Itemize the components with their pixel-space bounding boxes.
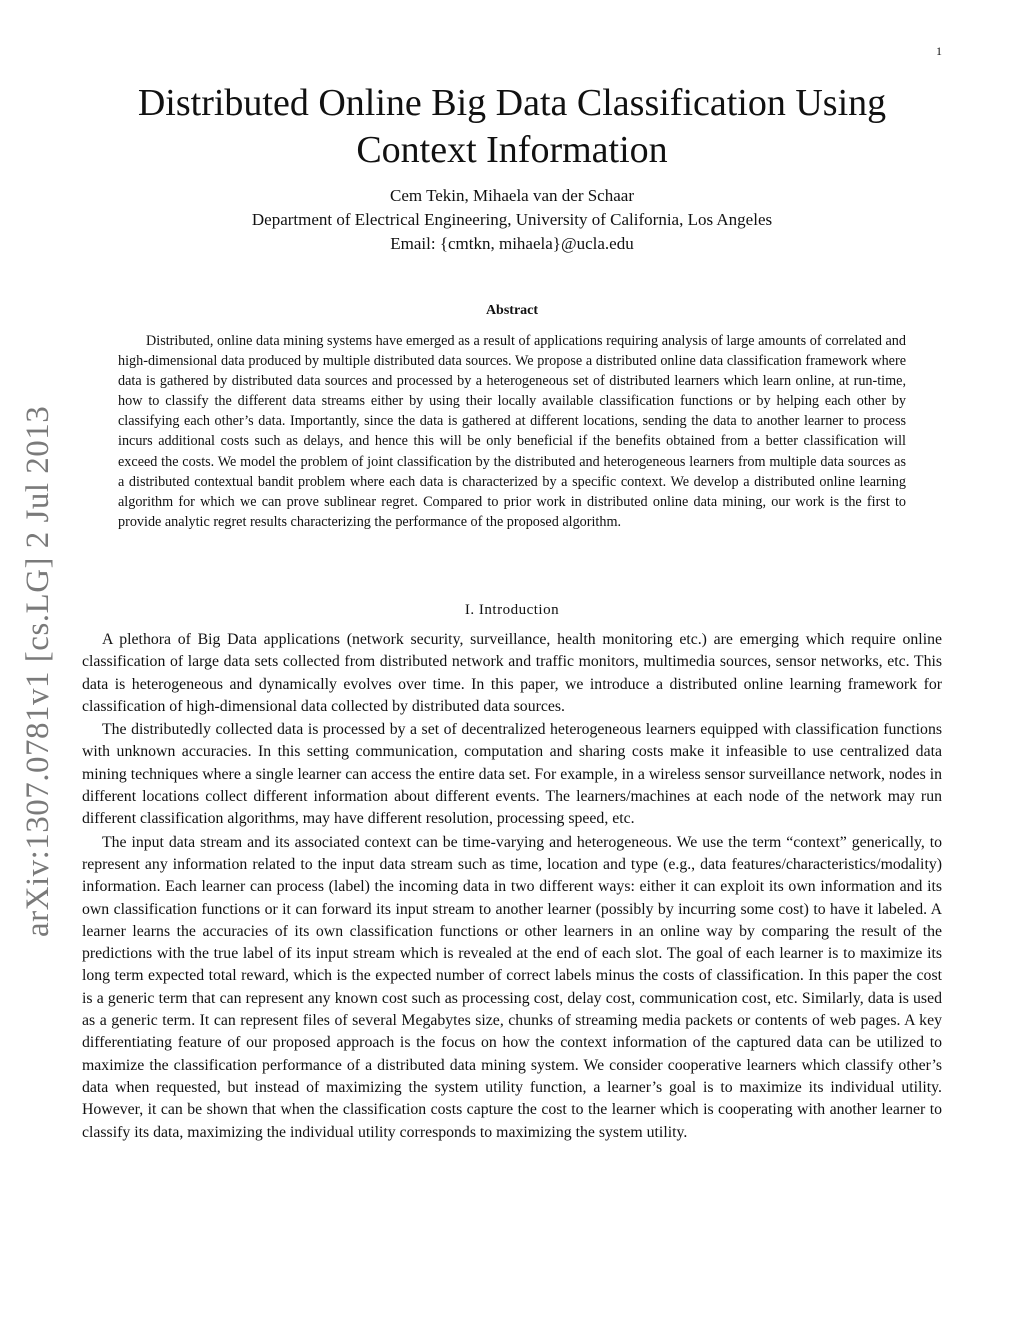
intro-paragraph: The distributedly collected data is processed by a set of decentralized heterogeneous learners equipped with classification functions with unknown accuracies. In this setting communication, computation and sharing costs make it infeasible to use centralized data mining techniques where a single learner can access the entire data set. For example, in a wireless sensor surveillance network, nodes in different locations collect different information about different events. The learners/machines at each node of the network may run different classification algorithms, may have different resolution, processing speed, etc. (82, 721, 942, 828)
intro-paragraph: The input data stream and its associated context can be time-varying and heterogeneous. We use the term “context” generically, to represent any information related to the input data stream such as time, location and type (e.g., data features/characteristics/modality) information. Each learner can process (label) the incoming data in two different ways: either it can exploit its own information and its own classification functions or it can forward its input stream to another learner (possibly by incurring some cost) to have it labeled. A learner learns the accuracies of its own classification functions or other learners in an online way by comparing the result of the predictions with the true label of its input stream which is revealed at the end of each slot. The goal of each learner is to maximize its long term expected total reward, which is the expected number of correct labels minus the costs of classification. In this paper the cost is a generic term that can represent any known cost such as processing cost, delay cost, communication cost, etc. Similarly, data is used as a generic term. It can represent files of several Megabytes size, chunks of streaming media packets or contents of web pages. A key differentiating feature of our proposed approach is the focus on how the context information of the captured data can be utilized to maximize the classification performance of a distributed data mining system. We consider cooperative learners which classify other’s data when requested, but instead of maximizing the system utility function, a learner’s goal is to maximize its individual utility. However, it can be shown that when the classification costs capture the cost to the learner which is cooperating with another learner to classify its data, maximizing the individual utility corresponds to maximizing the system utility. (82, 833, 942, 1141)
author-email: Email: {cmtkn, mihaela}@ucla.edu (390, 234, 634, 253)
author-block (90, 184, 934, 256)
abstract-heading: Abstract (485, 303, 539, 318)
arxiv-identifier-stamp: arXiv:1307.0781v1 [cs.LG] 2 Jul 2013 (20, 405, 56, 937)
intro-paragraph: A plethora of Big Data applications (network security, surveillance, health monitoring etc.) are emerging which require online classification of large data sets collected from distributed network and traffic monitors, multimedia sources, sensor networks, etc. This data is heterogeneous and dynamically evolves over time. In this paper, we introduce a distributed online learning framework for classification of high-dimensional data collected by distributed data sources. (82, 631, 942, 715)
section-heading-introduction: I. Introduction (464, 602, 560, 618)
page-number: 1 (936, 44, 942, 58)
author-names: Cem Tekin, Mihaela van der Schaar (390, 186, 634, 205)
introduction-body (82, 629, 942, 1145)
author-affiliation: Department of Electrical Engineering, University of California, Los Angeles (251, 210, 773, 229)
paper-title: Distributed Online Big Data Classification Using Context Information (137, 82, 887, 171)
abstract-text: Distributed, online data mining systems have emerged as a result of applications requiring analysis of large amounts of correlated and high-dimensional data produced by multiple distributed data sources. We propose a distributed online data classification framework where data is gathered by distributed data sources and processed by a heterogeneous set of distributed learners which learn online, at run-time, how to classify the different data streams either by using their locally available classification functions or by helping each other by classifying each other’s data. Importantly, since the data is gathered at different locations, sending the data to another learner to process incurs additional costs such as delays, and hence this will be only beneficial if the benefits obtained from a better classification will exceed the costs. We model the problem of joint classification by the distributed and heterogeneous learners from multiple data sources as a distributed contextual bandit problem where each data is characterized by a specific context. We develop a distributed online learning algorithm for which we can prove sublinear regret. Compared to prior work in distributed online data mining, our work is the first to provide analytic regret results characterizing the performance of the proposed algorithm. (118, 333, 906, 530)
